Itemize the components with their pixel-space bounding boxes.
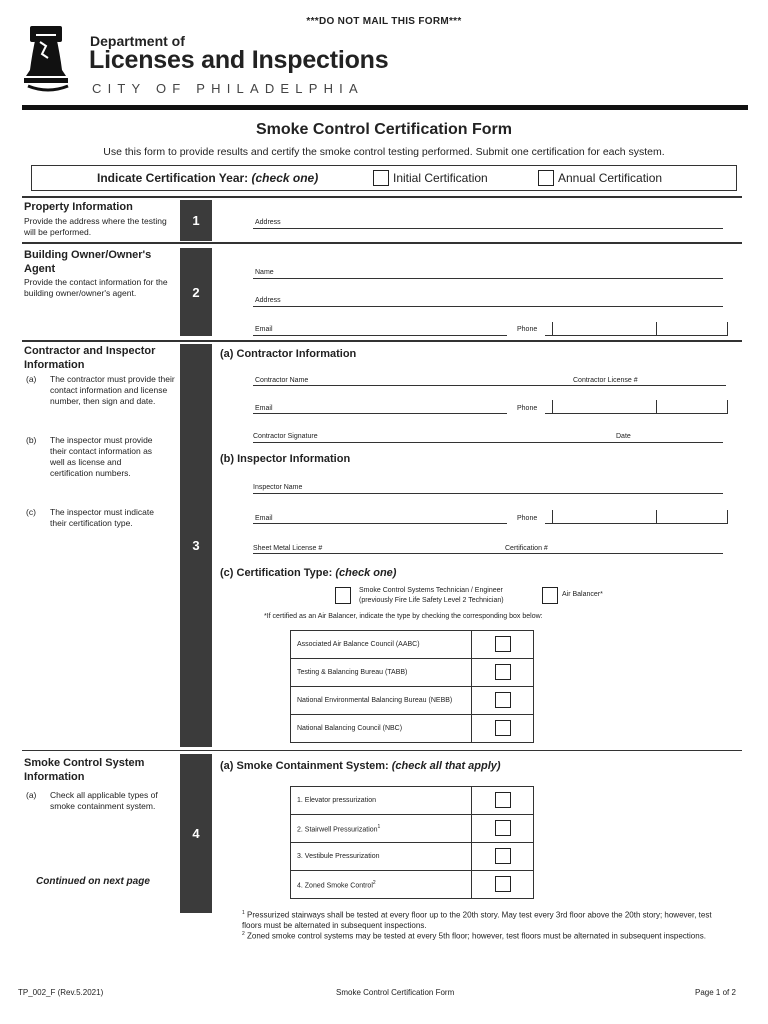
phone-tick (656, 322, 657, 335)
liberty-bell-logo (22, 24, 74, 96)
checkbox-cell (472, 687, 534, 715)
inspector-phone-label: Phone (517, 515, 538, 522)
cert-type-hint: (check one) (335, 567, 397, 579)
inspector-email-input[interactable] (253, 523, 507, 524)
phone-tick (552, 322, 553, 335)
contractor-name-label: Contractor Name (255, 377, 309, 384)
table-row (291, 631, 534, 659)
balancer-type-label: National Environmental Balancing Bureau (NEBB) (291, 687, 472, 715)
section-divider (22, 196, 742, 198)
contractor-phone-input[interactable] (545, 413, 728, 414)
footnote-2-text: Zoned smoke control systems may be tested at every 5th floor; however, test floors must be alternated in subsequent inspections. (247, 931, 706, 941)
balancer-type-label: Testing & Balancing Bureau (TABB) (291, 659, 472, 687)
checkbox-cell (472, 787, 534, 815)
table-row (291, 687, 534, 715)
smoke-tech-label: Smoke Control Systems Technician / Engineer (359, 587, 503, 594)
footnote-2: $^2$ Zoned smoke control systems may be tested at every 5th floor; however, test floors must be alternated in subsequent inspections. (242, 931, 706, 941)
smoke-containment-heading (220, 760, 501, 772)
section4-title: Smoke Control System Information (24, 757, 145, 783)
year-label-text: Indicate Certification Year: (97, 171, 249, 185)
inspector-email-label: Email (255, 515, 273, 522)
section1-desc: Provide the address where the testing will be performed. (24, 216, 167, 237)
s1-address-label: Address (255, 219, 281, 226)
s2-email-input[interactable] (253, 335, 507, 336)
contractor-email-input[interactable] (253, 413, 507, 414)
inspector-info-heading: (b) Inspector Information (220, 453, 351, 465)
contractor-name-input[interactable] (253, 385, 726, 386)
table-row (291, 871, 534, 899)
s2-email-label: Email (255, 326, 273, 333)
inspector-name-label: Inspector Name (253, 484, 303, 491)
section2-title: Building Owner/Owner's Agent (24, 249, 152, 275)
stairwell-pressurization-checkbox[interactable] (495, 820, 511, 836)
system-label: 1. Elevator pressurization (291, 787, 472, 815)
section1-number: 1 (180, 200, 212, 241)
s2-phone-label: Phone (517, 326, 538, 333)
s2-name-input[interactable] (253, 278, 723, 279)
phone-tick (552, 510, 553, 523)
contractor-email-label: Email (255, 405, 273, 412)
air-balancer-note: *If certified as an Air Balancer, indicate the type by checking the corresponding box below: (264, 613, 543, 620)
zoned-smoke-control-checkbox[interactable] (495, 876, 511, 892)
balancer-type-label: Associated Air Balance Council (AABC) (291, 631, 472, 659)
contractor-license-label: Contractor License # (573, 377, 638, 384)
phone-tick (552, 400, 553, 413)
s3-note-b-key: (b) (26, 435, 37, 445)
phone-tick (727, 322, 728, 335)
section3-title: Contractor and Inspector Information (24, 345, 156, 371)
footer-page: Page 1 of 2 (695, 988, 736, 997)
contractor-date-label: Date (616, 433, 631, 440)
zoned-label: 4. Zoned Smoke Control (297, 882, 373, 890)
initial-cert-checkbox[interactable] (373, 170, 389, 186)
system-label: 4. Zoned Smoke Control$^2$ (291, 871, 472, 899)
balancer-type-label: National Balancing Council (NBC) (291, 715, 472, 743)
table-row (291, 787, 534, 815)
containment-text: (a) Smoke Containment System: (220, 760, 389, 772)
section-divider (22, 242, 742, 244)
checkbox-cell (472, 659, 534, 687)
s3-note-a: The contractor must provide their contact information and license number, then sign and date. (50, 374, 175, 406)
inspector-name-input[interactable] (253, 493, 723, 494)
sheet-metal-label: Sheet Metal License # (253, 545, 323, 552)
aabc-checkbox[interactable] (495, 636, 511, 652)
form-title: Smoke Control Certification Form (255, 121, 513, 138)
air-balancer-label: Air Balancer* (562, 591, 603, 598)
stairwell-label: 2. Stairwell Pressurization (297, 826, 378, 834)
smoke-tech-checkbox[interactable] (335, 587, 351, 604)
checkbox-cell (472, 815, 534, 843)
certification-number-label: Certification # (505, 545, 548, 552)
phone-tick (656, 400, 657, 413)
footnote-1-text: Pressurized stairways shall be tested at every floor up to the 20th story. May test every 3rd floor above the 20th story; however, test floors must be alternated in subsequent inspections. (242, 910, 712, 931)
dept-line-1: Department of (90, 33, 185, 49)
initial-cert-label: Initial Certification (393, 171, 488, 185)
s3-note-c-key: (c) (26, 507, 36, 517)
section2-desc: Provide the contact information for the building owner/owner's agent. (24, 277, 168, 298)
air-balancer-type-table (290, 630, 534, 743)
s3-note-c: The inspector must indicate their certification type. (50, 507, 154, 528)
section-divider (22, 340, 742, 342)
inspector-phone-input[interactable] (545, 523, 728, 524)
table-row (291, 659, 534, 687)
contractor-info-heading: (a) Contractor Information (220, 348, 357, 360)
nebb-checkbox[interactable] (495, 692, 511, 708)
table-row (291, 815, 534, 843)
contractor-phone-label: Phone (517, 405, 538, 412)
section1-title: Property Information (24, 201, 133, 213)
smoke-tech-sublabel: (previously Fire Life Safety Level 2 Technician) (359, 597, 504, 604)
s2-phone-input[interactable] (545, 335, 728, 336)
contractor-signature-input[interactable] (253, 442, 723, 443)
dept-line-3: CITY OF PHILADELPHIA (92, 81, 364, 96)
s3-note-a-key: (a) (26, 374, 37, 384)
section2-number: 2 (180, 248, 212, 336)
footer-form-name: Smoke Control Certification Form (336, 988, 455, 997)
containment-hint: (check all that apply) (391, 760, 501, 772)
contractor-signature-label: Contractor Signature (253, 433, 318, 440)
form-intro: Use this form to provide results and certify the smoke control testing performed. Submit one certification for each system. (103, 146, 665, 158)
checkbox-cell (472, 871, 534, 899)
checkbox-cell (472, 631, 534, 659)
certification-year-label (97, 171, 318, 185)
s2-name-label: Name (255, 269, 274, 276)
s1-address-input[interactable] (253, 228, 723, 229)
system-label: 2. Stairwell Pressurization$^1$ (291, 815, 472, 843)
phone-tick (656, 510, 657, 523)
phone-tick (727, 510, 728, 523)
checkbox-cell (472, 715, 534, 743)
s4-note-key: (a) (26, 790, 37, 800)
s3-note-b: The inspector must provide their contact information as well as license and certification numbers. (50, 435, 153, 478)
sheet-metal-input[interactable] (253, 553, 723, 554)
section3-number: 3 (180, 344, 212, 747)
air-balancer-checkbox[interactable] (542, 587, 558, 604)
system-label: 3. Vestibule Pressurization (291, 843, 472, 871)
s2-address-input[interactable] (253, 306, 723, 307)
nbc-checkbox[interactable] (495, 720, 511, 736)
s4-note: Check all applicable types of smoke containment system. (50, 790, 158, 811)
table-row (291, 715, 534, 743)
certification-type-heading (220, 567, 396, 579)
table-row (291, 843, 534, 871)
dept-line-2: Licenses and Inspections (89, 46, 389, 74)
do-not-mail-notice: ***DO NOT MAIL THIS FORM*** (306, 16, 462, 27)
section-divider (22, 750, 742, 751)
footnote-1: $^1$ Pressurized stairways shall be tested at every floor up to the 20th story. May test every 3rd floor above the 20th story; however, test floors must be alternated in subsequent inspections. (242, 910, 712, 931)
section4-number: 4 (180, 754, 212, 913)
continued-note: Continued on next page (36, 876, 150, 887)
annual-cert-checkbox[interactable] (538, 170, 554, 186)
checkbox-cell (472, 843, 534, 871)
cert-type-text: (c) Certification Type: (220, 567, 333, 579)
phone-tick (727, 400, 728, 413)
annual-cert-label: Annual Certification (558, 171, 663, 185)
year-hint: (check one) (251, 171, 319, 185)
elevator-pressurization-checkbox[interactable] (495, 792, 511, 808)
header-rule (22, 105, 748, 110)
vestibule-pressurization-checkbox[interactable] (495, 848, 511, 864)
s2-address-label: Address (255, 297, 281, 304)
smoke-system-table (290, 786, 534, 899)
tabb-checkbox[interactable] (495, 664, 511, 680)
footer-form-code: TP_002_F (Rev.5.2021) (18, 988, 104, 997)
